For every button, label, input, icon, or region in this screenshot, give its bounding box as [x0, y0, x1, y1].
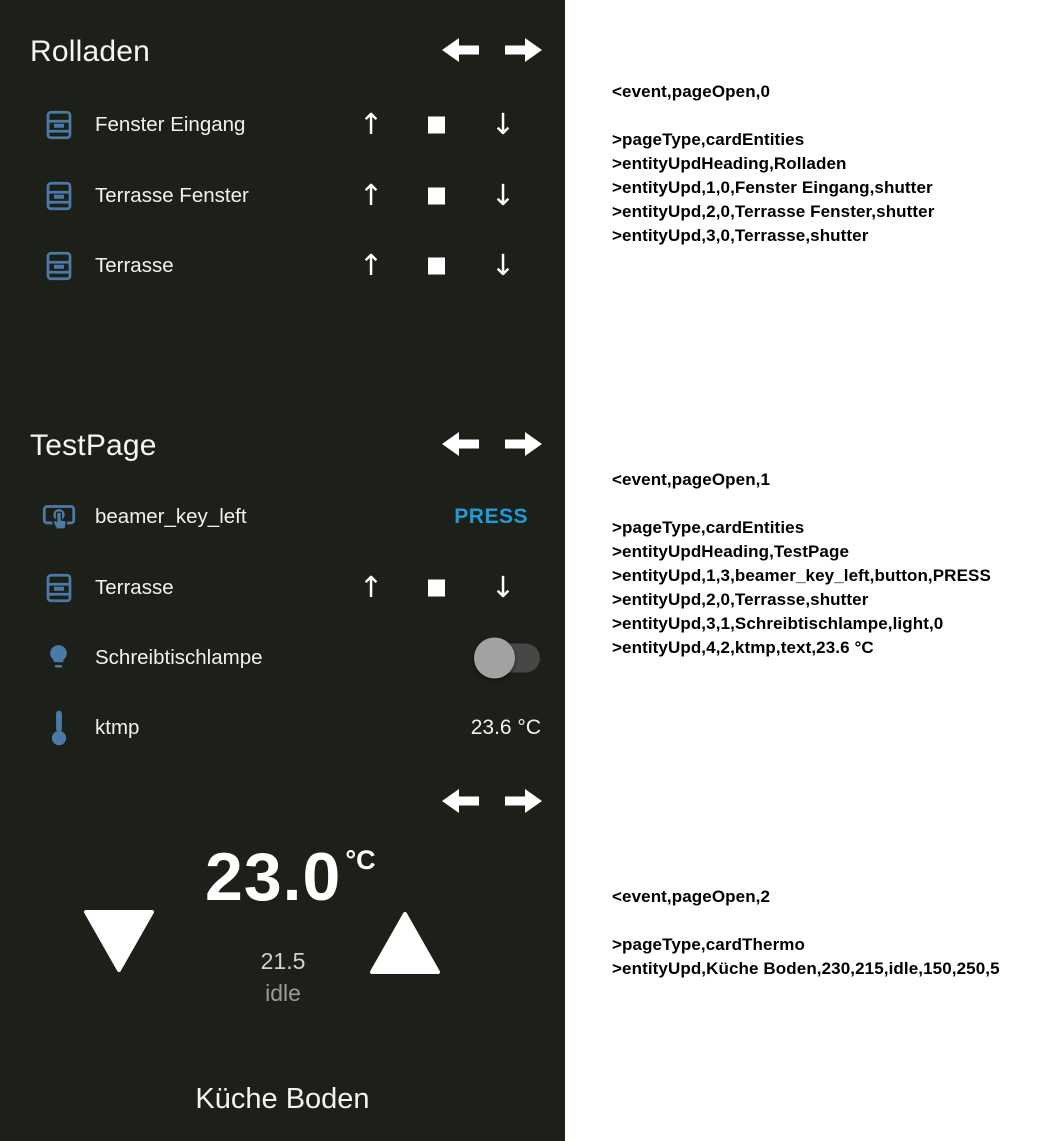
shutter-down-button[interactable]: ↓ [490, 570, 516, 604]
sensor-value: 23.6 °C [470, 716, 541, 739]
shutter-stop-button[interactable] [428, 580, 445, 597]
entity-label: Terrasse [95, 576, 174, 599]
current-temperature [205, 841, 376, 913]
page-prev-button[interactable] [441, 35, 479, 65]
right-arrow-icon [505, 786, 543, 816]
shutter-down-button[interactable]: ↓ [490, 178, 516, 212]
light-toggle-switch[interactable] [477, 644, 540, 673]
setpoint-decrease-button[interactable] [82, 908, 156, 974]
toggle-knob[interactable] [474, 638, 515, 679]
gesture-tap-button-icon [40, 500, 78, 534]
shutter-stop-button[interactable] [428, 188, 445, 205]
lightbulb-icon [45, 640, 72, 676]
protocol-event-line: <event,pageOpen,0 [612, 82, 771, 101]
shutter-stop-button[interactable] [428, 117, 445, 134]
hvac-state: idle [265, 980, 301, 1006]
thermostat-name: Küche Boden [195, 1083, 370, 1115]
entity-label: Terrasse [95, 254, 174, 277]
protocol-line: >pageType,cardThermo [612, 935, 805, 954]
protocol-event-line: <event,pageOpen,2 [612, 887, 771, 906]
left-arrow-icon [441, 429, 479, 459]
shutter-down-button[interactable]: ↓ [490, 107, 516, 141]
protocol-line: >entityUpd,3,0,Terrasse,shutter [612, 226, 869, 245]
protocol-line: >entityUpd,Küche Boden,230,215,idle,150,250,5 [612, 959, 1000, 978]
shutter-icon [44, 248, 74, 284]
page-prev-button[interactable] [441, 786, 479, 816]
right-arrow-icon [505, 35, 543, 65]
page-prev-button[interactable] [441, 429, 479, 459]
current-temperature-value: 23.0 [205, 839, 342, 915]
left-arrow-icon [441, 786, 479, 816]
card-testpage-title: TestPage [30, 429, 157, 462]
protocol-block-page2 [612, 885, 1042, 981]
entity-label: ktmp [95, 716, 140, 739]
shutter-up-button[interactable]: ↑ [358, 570, 384, 604]
entity-row [0, 630, 565, 686]
page-next-button[interactable] [505, 429, 543, 459]
entity-label: Schreibtischlampe [95, 646, 263, 669]
shutter-up-button[interactable]: ↑ [358, 178, 384, 212]
protocol-block-page0 [612, 80, 1042, 248]
page-next-button[interactable] [505, 786, 543, 816]
card-rolladen-title: Rolladen [30, 35, 151, 68]
temperature-unit: °C [345, 845, 376, 875]
target-temperature: 21.5 [260, 948, 306, 974]
entity-row [0, 489, 565, 545]
shutter-stop-button[interactable] [428, 258, 445, 275]
entity-row [0, 238, 565, 294]
entity-row [0, 700, 565, 756]
protocol-line: >entityUpd,1,0,Fenster Eingang,shutter [612, 178, 933, 197]
page-next-button[interactable] [505, 35, 543, 65]
shutter-icon [44, 178, 74, 214]
entity-label: Fenster Eingang [95, 113, 246, 136]
shutter-icon [44, 570, 74, 606]
shutter-icon [44, 107, 74, 143]
protocol-line: >entityUpd,1,3,beamer_key_left,button,PRESS [612, 566, 991, 585]
left-arrow-icon [441, 35, 479, 65]
entity-row [0, 560, 565, 616]
protocol-line: >pageType,cardEntities [612, 130, 805, 149]
entity-row [0, 168, 565, 224]
shutter-up-button[interactable]: ↑ [358, 248, 384, 282]
protocol-line: >entityUpd,4,2,ktmp,text,23.6 °C [612, 638, 874, 657]
entity-label: beamer_key_left [95, 505, 247, 528]
protocol-line: >pageType,cardEntities [612, 518, 805, 537]
thermometer-icon [51, 709, 67, 747]
entity-row [0, 97, 565, 153]
protocol-line: >entityUpd,3,1,Schreibtischlampe,light,0 [612, 614, 944, 633]
protocol-line: >entityUpd,2,0,Terrasse,shutter [612, 590, 869, 609]
right-arrow-icon [505, 429, 543, 459]
press-button[interactable]: PRESS [454, 505, 528, 528]
protocol-line: >entityUpdHeading,TestPage [612, 542, 850, 561]
protocol-line: >entityUpdHeading,Rolladen [612, 154, 847, 173]
protocol-block-page1 [612, 468, 1042, 660]
down-triangle-icon [82, 961, 156, 978]
entity-label: Terrasse Fenster [95, 184, 249, 207]
protocol-line: >entityUpd,2,0,Terrasse Fenster,shutter [612, 202, 935, 221]
shutter-down-button[interactable]: ↓ [490, 248, 516, 282]
shutter-up-button[interactable]: ↑ [358, 107, 384, 141]
protocol-event-line: <event,pageOpen,1 [612, 470, 771, 489]
